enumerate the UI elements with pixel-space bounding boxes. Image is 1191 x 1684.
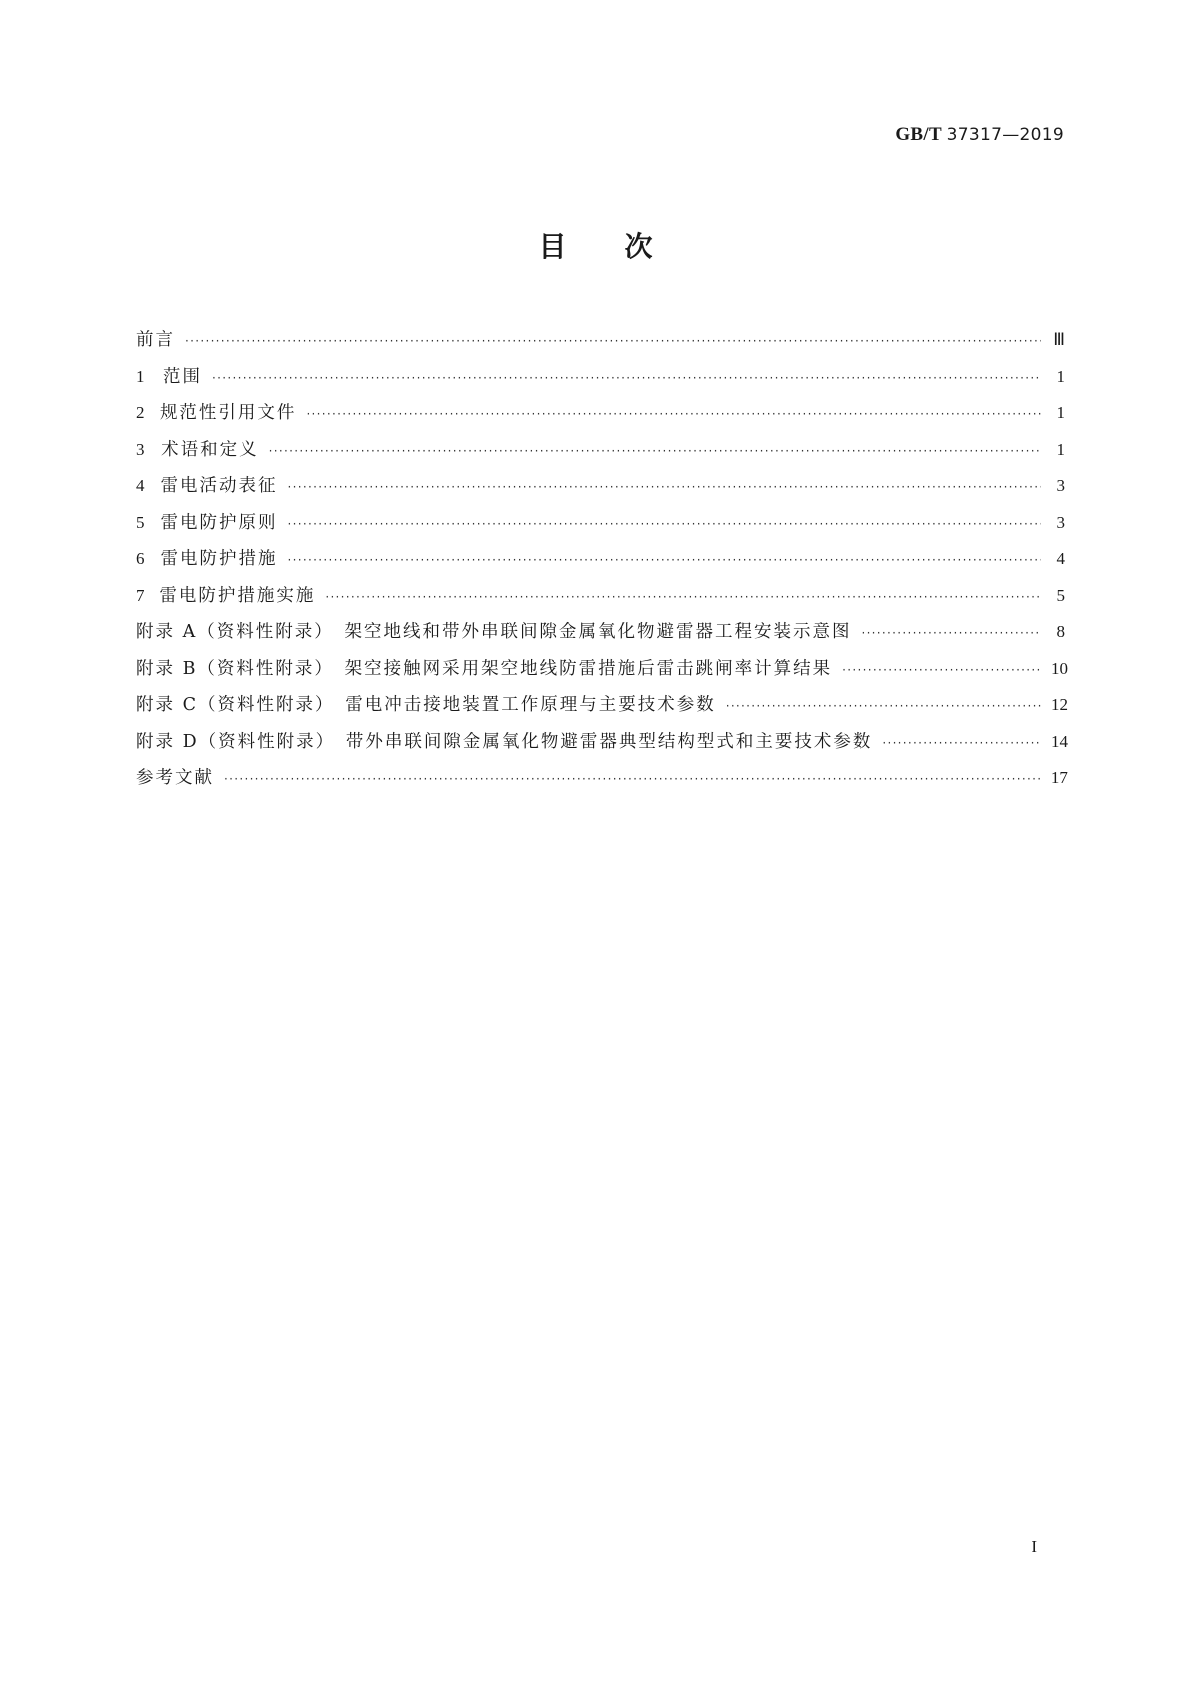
toc-label: 前言	[136, 330, 175, 350]
toc-page-number: 10	[1051, 658, 1068, 678]
toc-page-number: 1	[1056, 366, 1065, 386]
standard-prefix: GB/T	[895, 124, 942, 145]
toc-page-number: 5	[1056, 585, 1065, 605]
toc-entry-6[interactable]	[136, 545, 1065, 582]
toc-leader-dots	[325, 590, 1041, 604]
toc-section-number: 6	[136, 549, 145, 568]
toc-section-number: 1	[136, 366, 145, 386]
toc-leader-dots	[288, 553, 1041, 567]
toc-entry-1[interactable]	[136, 363, 1065, 400]
toc-entry-5[interactable]	[136, 509, 1065, 546]
toc-entry-appendix-c[interactable]	[136, 691, 1068, 728]
toc-section-number: 5	[136, 512, 145, 532]
page-title: 目次	[538, 230, 711, 263]
toc-label: 附录 B（资料性附录） 架空接触网采用架空地线防雷措施后雷击跳闸率计算结果	[136, 658, 833, 679]
toc-leader-dots	[306, 407, 1041, 421]
toc-entry-appendix-a[interactable]	[136, 618, 1065, 655]
toc-label: 参考文献	[136, 768, 214, 788]
toc-entry-appendix-b[interactable]	[136, 655, 1068, 692]
toc-page-number: 3	[1056, 512, 1065, 532]
toc-label: 范围	[163, 366, 203, 387]
standard-code	[895, 124, 1064, 146]
table-of-contents	[136, 326, 1068, 801]
toc-leader-dots	[882, 736, 1041, 750]
toc-entry-preface[interactable]	[136, 326, 1065, 363]
toc-label: 雷电防护措施实施	[159, 585, 316, 606]
toc-entry-references[interactable]	[136, 764, 1068, 801]
toc-leader-dots	[842, 663, 1041, 677]
page-number: I	[1031, 1537, 1037, 1556]
toc-page-number: 4	[1056, 549, 1065, 568]
toc-label: 雷电防护措施	[160, 549, 278, 569]
toc-label: 术语和定义	[161, 439, 259, 460]
toc-page-number: 8	[1056, 622, 1065, 641]
toc-leader-dots	[224, 772, 1041, 786]
toc-leader-dots	[269, 444, 1041, 458]
toc-entry-appendix-d[interactable]	[136, 728, 1068, 765]
toc-label: 附录 A（资料性附录） 架空地线和带外串联间隙金属氧化物避雷器工程安装示意图	[136, 622, 852, 642]
toc-entry-7[interactable]	[136, 582, 1065, 619]
toc-entry-3[interactable]	[136, 436, 1065, 473]
toc-label: 雷电防护原则	[160, 512, 278, 533]
toc-page-number: 1	[1056, 403, 1065, 422]
toc-page-number: 17	[1050, 768, 1068, 787]
toc-leader-dots	[861, 626, 1041, 640]
toc-section-number: 7	[136, 585, 145, 605]
toc-section-number: 3	[136, 439, 145, 459]
toc-label: 规范性引用文件	[159, 403, 297, 423]
toc-page-number: 12	[1051, 695, 1068, 714]
toc-leader-dots	[212, 371, 1041, 385]
toc-leader-dots	[726, 699, 1041, 713]
toc-leader-dots	[288, 480, 1041, 494]
toc-section-number: 2	[136, 403, 145, 422]
toc-entry-2[interactable]	[136, 399, 1065, 436]
toc-page-number: 3	[1056, 476, 1065, 495]
toc-page-number: Ⅲ	[1053, 330, 1065, 349]
standard-number: 37317—2019	[946, 125, 1064, 145]
toc-label: 附录 D（资料性附录） 带外串联间隙金属氧化物避雷器典型结构型式和主要技术参数	[136, 731, 873, 752]
toc-leader-dots	[185, 334, 1041, 348]
toc-label: 附录 C（资料性附录） 雷电冲击接地装置工作原理与主要技术参数	[136, 695, 716, 715]
toc-section-number: 4	[136, 476, 145, 495]
toc-label: 雷电活动表征	[160, 476, 278, 496]
toc-entry-4[interactable]	[136, 472, 1065, 509]
toc-leader-dots	[288, 517, 1041, 531]
toc-page-number: 14	[1051, 731, 1068, 751]
toc-page-number: 1	[1056, 439, 1065, 459]
